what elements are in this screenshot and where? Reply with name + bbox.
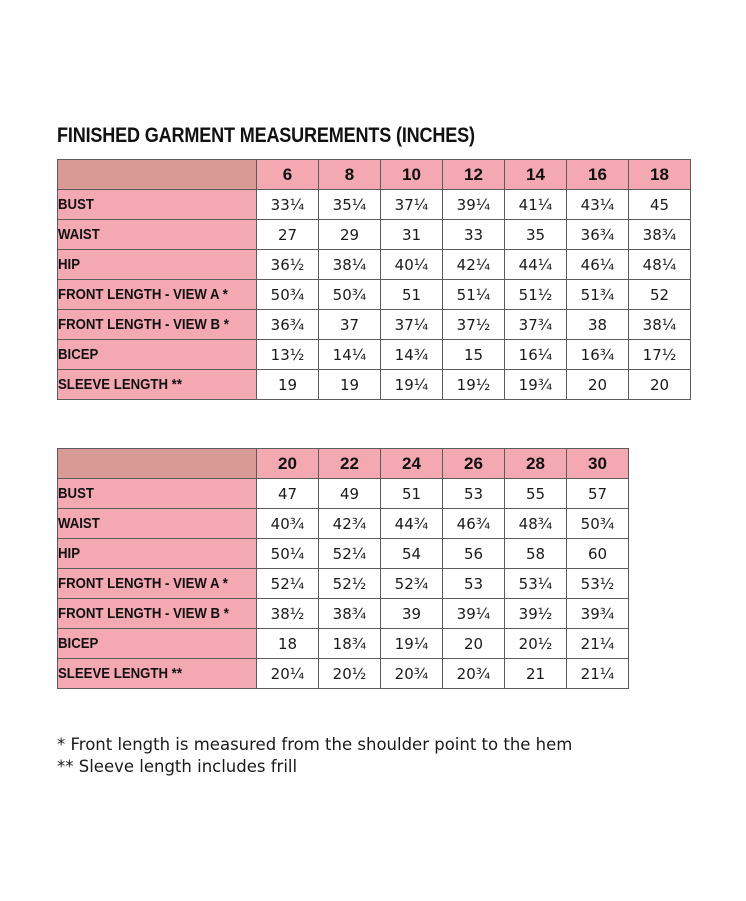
table-cell: 13½ bbox=[257, 340, 319, 370]
size-header-row bbox=[58, 449, 629, 479]
table-cell: 50¾ bbox=[567, 509, 629, 539]
table-cell: 53¼ bbox=[505, 569, 567, 599]
table-cell: 20¾ bbox=[443, 659, 505, 689]
table-cell: 47 bbox=[257, 479, 319, 509]
table-cell: 37½ bbox=[443, 310, 505, 340]
table-cell: 21 bbox=[505, 659, 567, 689]
table-cell: 16¼ bbox=[505, 340, 567, 370]
table-cell: 52½ bbox=[319, 569, 381, 599]
row-label: BUST bbox=[58, 479, 257, 509]
table-cell: 53 bbox=[443, 479, 505, 509]
table-cell: 14¼ bbox=[319, 340, 381, 370]
table-cell: 57 bbox=[567, 479, 629, 509]
table-cell: 51 bbox=[381, 280, 443, 310]
table-cell: 37 bbox=[319, 310, 381, 340]
table-cell: 51¾ bbox=[567, 280, 629, 310]
table-cell: 56 bbox=[443, 539, 505, 569]
corner-cell bbox=[58, 449, 257, 479]
row-label: SLEEVE LENGTH ** bbox=[58, 659, 257, 689]
table-cell: 14¾ bbox=[381, 340, 443, 370]
table-cell: 19¾ bbox=[505, 370, 567, 400]
table-cell: 39¼ bbox=[443, 599, 505, 629]
corner-cell bbox=[58, 160, 257, 190]
table-row bbox=[58, 629, 629, 659]
measurements-table-sizes-20-30 bbox=[57, 448, 629, 689]
size-header: 22 bbox=[319, 449, 381, 479]
table-cell: 39¼ bbox=[443, 190, 505, 220]
table-cell: 40¼ bbox=[381, 250, 443, 280]
table-cell: 19½ bbox=[443, 370, 505, 400]
table-cell: 16¾ bbox=[567, 340, 629, 370]
table-cell: 42¾ bbox=[319, 509, 381, 539]
table-row bbox=[58, 509, 629, 539]
table-cell: 15 bbox=[443, 340, 505, 370]
table-cell: 36½ bbox=[257, 250, 319, 280]
row-label: FRONT LENGTH - VIEW B * bbox=[58, 599, 257, 629]
table-cell: 54 bbox=[381, 539, 443, 569]
measurements-table-sizes-6-18 bbox=[57, 159, 691, 400]
table-cell: 38¾ bbox=[629, 220, 691, 250]
table-cell: 37¼ bbox=[381, 190, 443, 220]
table-cell: 20 bbox=[567, 370, 629, 400]
size-header: 16 bbox=[567, 160, 629, 190]
table-cell: 21¼ bbox=[567, 629, 629, 659]
table-row bbox=[58, 569, 629, 599]
table-cell: 46¼ bbox=[567, 250, 629, 280]
table-cell: 58 bbox=[505, 539, 567, 569]
row-label: WAIST bbox=[58, 509, 257, 539]
table-cell: 39½ bbox=[505, 599, 567, 629]
table-row bbox=[58, 599, 629, 629]
table-cell: 51½ bbox=[505, 280, 567, 310]
table-cell: 19¼ bbox=[381, 370, 443, 400]
table-row bbox=[58, 539, 629, 569]
table-cell: 35 bbox=[505, 220, 567, 250]
table-cell: 55 bbox=[505, 479, 567, 509]
table-cell: 37¼ bbox=[381, 310, 443, 340]
table-cell: 20¼ bbox=[257, 659, 319, 689]
size-header: 10 bbox=[381, 160, 443, 190]
table-cell: 49 bbox=[319, 479, 381, 509]
table-cell: 29 bbox=[319, 220, 381, 250]
table-row bbox=[58, 310, 691, 340]
table-row bbox=[58, 220, 691, 250]
table-cell: 19 bbox=[319, 370, 381, 400]
table-cell: 36¾ bbox=[257, 310, 319, 340]
table-cell: 53 bbox=[443, 569, 505, 599]
size-header: 6 bbox=[257, 160, 319, 190]
footnote-sleeve-length: ** Sleeve length includes frill bbox=[57, 757, 298, 776]
table-row bbox=[58, 340, 691, 370]
table-cell: 18¾ bbox=[319, 629, 381, 659]
table-cell: 35¼ bbox=[319, 190, 381, 220]
table-cell: 52¾ bbox=[381, 569, 443, 599]
size-header: 24 bbox=[381, 449, 443, 479]
table-cell: 17½ bbox=[629, 340, 691, 370]
row-label: FRONT LENGTH - VIEW B * bbox=[58, 310, 257, 340]
table-row bbox=[58, 479, 629, 509]
size-header: 12 bbox=[443, 160, 505, 190]
table-cell: 39 bbox=[381, 599, 443, 629]
table-cell: 18 bbox=[257, 629, 319, 659]
table-cell: 43¼ bbox=[567, 190, 629, 220]
table-row bbox=[58, 250, 691, 280]
row-label: WAIST bbox=[58, 220, 257, 250]
row-label: BICEP bbox=[58, 340, 257, 370]
table-cell: 45 bbox=[629, 190, 691, 220]
table-cell: 20½ bbox=[319, 659, 381, 689]
table-cell: 50¼ bbox=[257, 539, 319, 569]
table-row bbox=[58, 190, 691, 220]
table-cell: 51 bbox=[381, 479, 443, 509]
table-cell: 48¼ bbox=[629, 250, 691, 280]
size-header: 28 bbox=[505, 449, 567, 479]
table-cell: 31 bbox=[381, 220, 443, 250]
footnote-front-length: * Front length is measured from the shoulder point to the hem bbox=[57, 735, 573, 754]
table-cell: 19¼ bbox=[381, 629, 443, 659]
table-cell: 44¼ bbox=[505, 250, 567, 280]
size-header-row bbox=[58, 160, 691, 190]
table-cell: 33¼ bbox=[257, 190, 319, 220]
size-header: 14 bbox=[505, 160, 567, 190]
table-row bbox=[58, 370, 691, 400]
table-row bbox=[58, 659, 629, 689]
row-label: FRONT LENGTH - VIEW A * bbox=[58, 280, 257, 310]
row-label: BUST bbox=[58, 190, 257, 220]
table-cell: 21¼ bbox=[567, 659, 629, 689]
table-cell: 27 bbox=[257, 220, 319, 250]
table-cell: 52¼ bbox=[319, 539, 381, 569]
table-cell: 60 bbox=[567, 539, 629, 569]
table-cell: 50¾ bbox=[319, 280, 381, 310]
table-row bbox=[58, 280, 691, 310]
table-cell: 19 bbox=[257, 370, 319, 400]
table-cell: 38½ bbox=[257, 599, 319, 629]
table-cell: 38 bbox=[567, 310, 629, 340]
table-cell: 20 bbox=[629, 370, 691, 400]
footnotes bbox=[57, 734, 572, 778]
table-cell: 46¾ bbox=[443, 509, 505, 539]
table-cell: 41¼ bbox=[505, 190, 567, 220]
size-header: 26 bbox=[443, 449, 505, 479]
page-title: FINISHED GARMENT MEASUREMENTS (INCHES) bbox=[57, 124, 475, 147]
table-cell: 53½ bbox=[567, 569, 629, 599]
table-cell: 52 bbox=[629, 280, 691, 310]
table-cell: 36¾ bbox=[567, 220, 629, 250]
size-header: 20 bbox=[257, 449, 319, 479]
table-cell: 38¼ bbox=[629, 310, 691, 340]
row-label: HIP bbox=[58, 539, 257, 569]
table-cell: 38¼ bbox=[319, 250, 381, 280]
table-cell: 39¾ bbox=[567, 599, 629, 629]
table-cell: 38¾ bbox=[319, 599, 381, 629]
table-cell: 50¾ bbox=[257, 280, 319, 310]
table-cell: 48¾ bbox=[505, 509, 567, 539]
table-cell: 20 bbox=[443, 629, 505, 659]
size-header: 18 bbox=[629, 160, 691, 190]
table-cell: 20¾ bbox=[381, 659, 443, 689]
table-cell: 51¼ bbox=[443, 280, 505, 310]
table-cell: 20½ bbox=[505, 629, 567, 659]
table-cell: 52¼ bbox=[257, 569, 319, 599]
table-cell: 37¾ bbox=[505, 310, 567, 340]
row-label: HIP bbox=[58, 250, 257, 280]
table-cell: 44¾ bbox=[381, 509, 443, 539]
row-label: FRONT LENGTH - VIEW A * bbox=[58, 569, 257, 599]
table-cell: 33 bbox=[443, 220, 505, 250]
table-cell: 42¼ bbox=[443, 250, 505, 280]
row-label: BICEP bbox=[58, 629, 257, 659]
row-label: SLEEVE LENGTH ** bbox=[58, 370, 257, 400]
table-cell: 40¾ bbox=[257, 509, 319, 539]
size-header: 8 bbox=[319, 160, 381, 190]
size-header: 30 bbox=[567, 449, 629, 479]
